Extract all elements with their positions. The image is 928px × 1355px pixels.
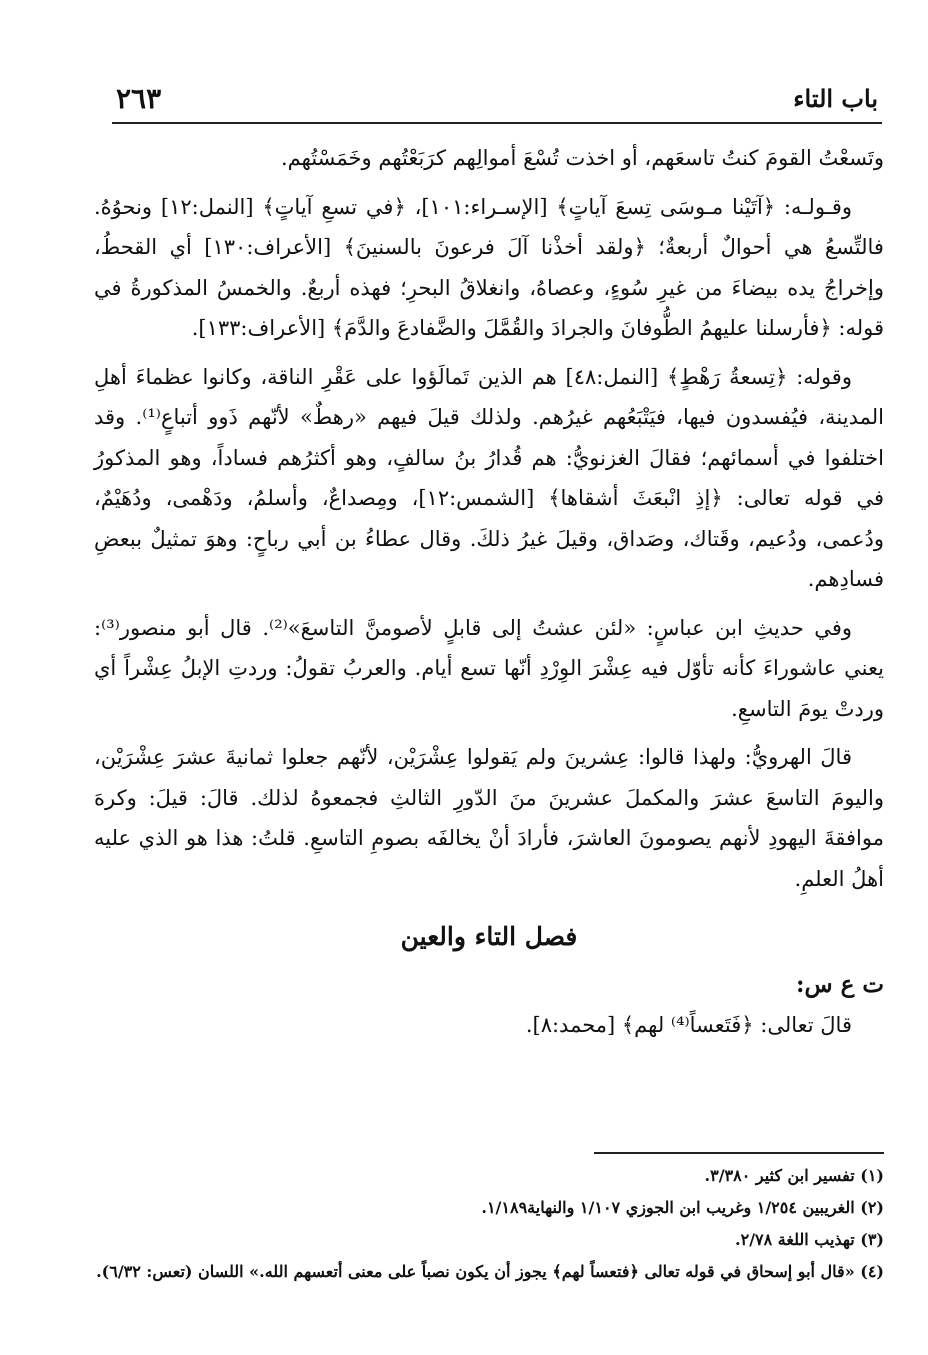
footnote: (٢) الغريبين ١/٢٥٤ وغريب ابن الجوزي ١/١٠٧ والنهاية١/١٨٩. — [481, 1198, 884, 1217]
root-heading: ت ع س: — [796, 971, 884, 998]
paragraph: قالَ الهرويُّ: ولهذا قالوا: عِشرينَ ولم يَقولوا عِشْرَيْن، لأنّهم جعلوا ثمانيةَ عشرَ عِشْرَيْن، واليومَ التاسعَ عشرَ والمكملَ عشرينَ منَ الدّورِ الثالثِ فجمعوهُ لذلك. قالَ: قيلَ: وكرهَ موافقةَ اليهودِ لأنهم يصومونَ العاشرَ، فأرادَ أنْ يخالفَه بصومِ التاسعِ. قلتُ: هذا هو الذي عليه أهلُ العلمِ. — [94, 745, 884, 891]
footnote: (٣) تهذيب اللغة ٢/٧٨. — [735, 1230, 884, 1249]
paragraph: وقـولـه: ﴿آتَيْنا مـوسَى تِسعَ آياتٍ﴾ [الإسـراء:١٠١]، ﴿في تسعِ آياتٍ﴾ [النمل:١٢] ونحوُهُ. فالتِّسعُ هي أحوالٌ أربعةٌ؛ ﴿ولقد أخذْنا آلَ فرعونَ بالسنينَ﴾ [الأعراف:١٣٠] أي القحطُ، وإخراجُ يده بيضاءَ من غيرِ سُوءٍ، وعصاهُ، وانغلاقُ البحرِ؛ فهذه أربعٌ. والخمسُ المذكورةُ في قوله: ﴿فأرسلنا عليهمُ الطُّوفانَ والجرادَ والقُمَّلَ والضَّفادعَ والدَّمَ﴾ [الأعراف:١٣٣]. — [94, 194, 884, 340]
verse-paragraph: قالَ تعالى: ﴿فَتَعساً⁽⁴⁾ لهم﴾ [محمد:٨]. — [525, 1013, 852, 1037]
page-header — [112, 82, 882, 124]
footnote: (١) تفسير ابن كثير ٣/٣٨٠. — [704, 1166, 884, 1185]
paragraph: وقوله: ﴿تِسعةُ رَهْطٍ﴾ [النمل:٤٨] هم الذين تَمالَؤوا على عَقْرِ الناقة، وكانوا عظماءَ أهلِ المدينة، فيُفسدون فيها، فيَتْبَعُهم غيرُهم. ولذلك قيلَ فيهم «رهطٌ» لأنّهم ذَوو أتباعٍ⁽¹⁾. وقد اختلفوا في أسمائهم؛ فقالَ الغزنويُّ: هم قُدارُ بنُ سالفٍ، وهو أكثرُهم فساداً، وهو المذكورُ في قوله تعالى: ﴿إذِ انْبعَثَ أشقاها﴾ [الشمس:١٢]، ومِصداعٌ، وأسلمُ، ودَهْمى، ودُهَيْمٌ، ودُعمى، ودُعيم، وقَتاك، وصَداق، وقيلَ غيرُ ذلكَ. وقال عطاءُ بن أبي رباحٍ: وهوَ تمثيلٌ ببعضِ فسادِهم. — [94, 364, 884, 591]
section-heading: باب التاء — [793, 84, 878, 113]
page-number: ٢٦٣ — [116, 82, 162, 115]
footnote-divider — [594, 1152, 884, 1154]
paragraph: وتَسعْتُ القومَ كنتُ تاسعَهم، أو اخذت تُسْعَ أموالِهم كرَبَعْتُهم وخَمَسْتُهم. — [281, 146, 884, 170]
main-text — [94, 138, 884, 1054]
footnotes — [94, 1160, 884, 1288]
chapter-title: فصل التاء والعين — [400, 922, 578, 951]
paragraph: وفي حديثِ ابن عباسٍ: «لئن عشتُ إلى قابلٍ لأصومنَّ التاسعَ»⁽²⁾. قال أبو منصور⁽³⁾: يعني عاشوراءَ كأنه تأوّل فيه عِشْرَ الوِرْدِ أنّها تسع أيام. والعربُ تقولُ: وردتِ الإبلُ عِشْراً أي وردتْ يومَ التاسعِ. — [94, 615, 884, 721]
footnote: (٤) «قال أبو إسحاق في قوله تعالى ﴿فتعساً لهم﴾ يجوز أن يكون نصباً على معنى أتعسهم الله.» اللسان (تعس: ٦/٣٢). — [96, 1262, 884, 1281]
